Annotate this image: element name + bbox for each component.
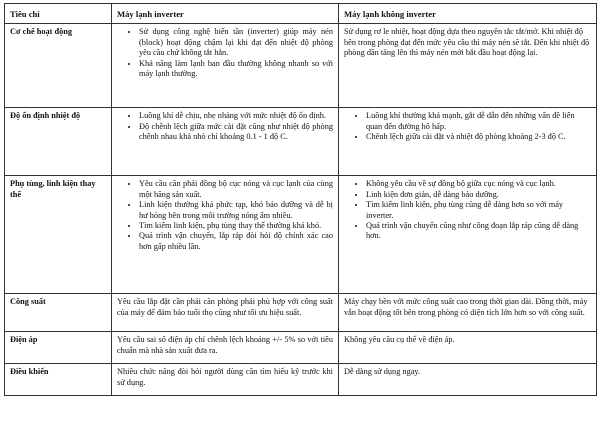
- table-row: [5, 176, 597, 294]
- cell-text: Không yêu cầu cụ thể về điện áp.: [344, 335, 455, 345]
- inverter-cell: [112, 294, 339, 332]
- list-item: • Luồng khí dễ chịu, nhẹ nhàng với mức nhiệt độ ổn định.: [139, 111, 333, 121]
- header-inverter: Máy lạnh inverter: [112, 4, 339, 24]
- table-row: [5, 108, 597, 176]
- bullet-list: [344, 179, 591, 241]
- table-row: [5, 332, 597, 364]
- inverter-cell: [112, 176, 339, 294]
- bullet-list: [117, 111, 333, 142]
- cell-text: Yêu cầu lắp đặt cần phải căn phòng phải phù hợp với công suất của máy để đảm bảo tuổi thọ cũng như tối ưu hiệu suất.: [117, 297, 333, 317]
- header-non-inverter: Máy lạnh không inverter: [339, 4, 597, 24]
- cell-text: Sử dụng rơ le nhiệt, hoạt động dựa theo nguyên tắc tắt/mở. Khi nhiệt độ bên trong phòng đạt đến mức yêu cầu thì máy nén sẽ tắt. Đến khi nhiệt độ phòng dần tăng lên thì máy nén mới bắt đầu hoạt động lại.: [344, 27, 590, 58]
- criterion-cell: Công suất: [5, 294, 112, 332]
- non-inverter-cell: [339, 24, 597, 108]
- non-inverter-cell: [339, 176, 597, 294]
- list-item: • Linh kiện thường khá phức tạp, khó bảo dưỡng và dễ bị hư hỏng bên trong môi trường nóng ẩm nhiều.: [139, 200, 333, 221]
- list-item: • Quá trình vận chuyển, lắp ráp đòi hỏi độ chính xác cao hơn gấp nhiều lần.: [139, 231, 333, 252]
- criterion-cell: Điện áp: [5, 332, 112, 364]
- list-item: • Luồng khí thường khá mạnh, gắt dễ dẫn đến những vấn đề liên quan đến đường hô hấp.: [366, 111, 591, 132]
- table-row: [5, 364, 597, 396]
- list-item: • Không yêu cầu về sự đồng bộ giữa cục nóng và cục lạnh.: [366, 179, 591, 189]
- list-item: • Khả năng làm lạnh ban đầu thường không nhanh so với máy lạnh thường.: [139, 59, 333, 80]
- cell-text: Dễ dàng sử dụng ngay.: [344, 367, 421, 377]
- comparison-table: [4, 3, 597, 396]
- list-item: • Linh kiện đơn giản, dễ dàng bảo dưỡng.: [366, 190, 591, 200]
- cell-text: Yêu cầu sai số điện áp chỉ chênh lệch khoảng +/- 5% so với tiêu chuẩn mà nhà sản xuất đưa ra.: [117, 335, 333, 355]
- criterion-cell: Độ ổn định nhiệt độ: [5, 108, 112, 176]
- list-item: • Tìm kiếm linh kiện, phụ tùng thay thế thường khá khó.: [139, 221, 333, 231]
- criterion-cell: Điều khiển: [5, 364, 112, 396]
- table-row: [5, 24, 597, 108]
- inverter-cell: [112, 332, 339, 364]
- inverter-cell: [112, 24, 339, 108]
- cell-text: Máy chạy bền với mức công suất cao trong thời gian dài. Đồng thời, máy vẫn hoạt động tốt bên trong phòng có diện tích lớn hơn so với công suất.: [344, 297, 588, 317]
- non-inverter-cell: [339, 108, 597, 176]
- header-criterion: Tiêu chí: [5, 4, 112, 24]
- cell-text: Nhiều chức năng đòi hỏi người dùng cần tìm hiểu kỹ trước khi sử dụng.: [117, 367, 333, 387]
- bullet-list: [117, 27, 333, 79]
- bullet-list: [344, 111, 591, 142]
- header-row: [5, 4, 597, 24]
- criterion-cell: Phụ tùng, linh kiện thay thế: [5, 176, 112, 294]
- bullet-list: [117, 179, 333, 252]
- list-item: • Sử dụng công nghệ biến tần (inverter) giúp máy nén (block) hoạt động chậm lại khi đạt đến nhiệt độ phòng yêu cầu chứ không tắt hẳn.: [139, 27, 333, 58]
- inverter-cell: [112, 108, 339, 176]
- non-inverter-cell: [339, 364, 597, 396]
- table-row: [5, 294, 597, 332]
- non-inverter-cell: [339, 332, 597, 364]
- list-item: • Độ chênh lệch giữa mức cài đặt cũng như nhiệt độ phòng chênh nhau khá nhỏ chỉ khoảng 0.1 - 1 độ C.: [139, 122, 333, 143]
- list-item: • Tìm kiếm linh kiện, phụ tùng cũng dễ dàng hơn so với máy inverter.: [366, 200, 591, 221]
- criterion-cell: Cơ chế hoạt động: [5, 24, 112, 108]
- non-inverter-cell: [339, 294, 597, 332]
- list-item: • Quá trình vận chuyển cũng như công đoạn lắp ráp cũng dễ dàng hơn.: [366, 221, 591, 242]
- list-item: • Yêu cầu cần phải đồng bộ cục nóng và cục lạnh của cùng một hãng sản xuất.: [139, 179, 333, 200]
- inverter-cell: [112, 364, 339, 396]
- list-item: • Chênh lệch giữa cài đặt và nhiệt độ phòng khoảng 2-3 độ C.: [366, 132, 591, 142]
